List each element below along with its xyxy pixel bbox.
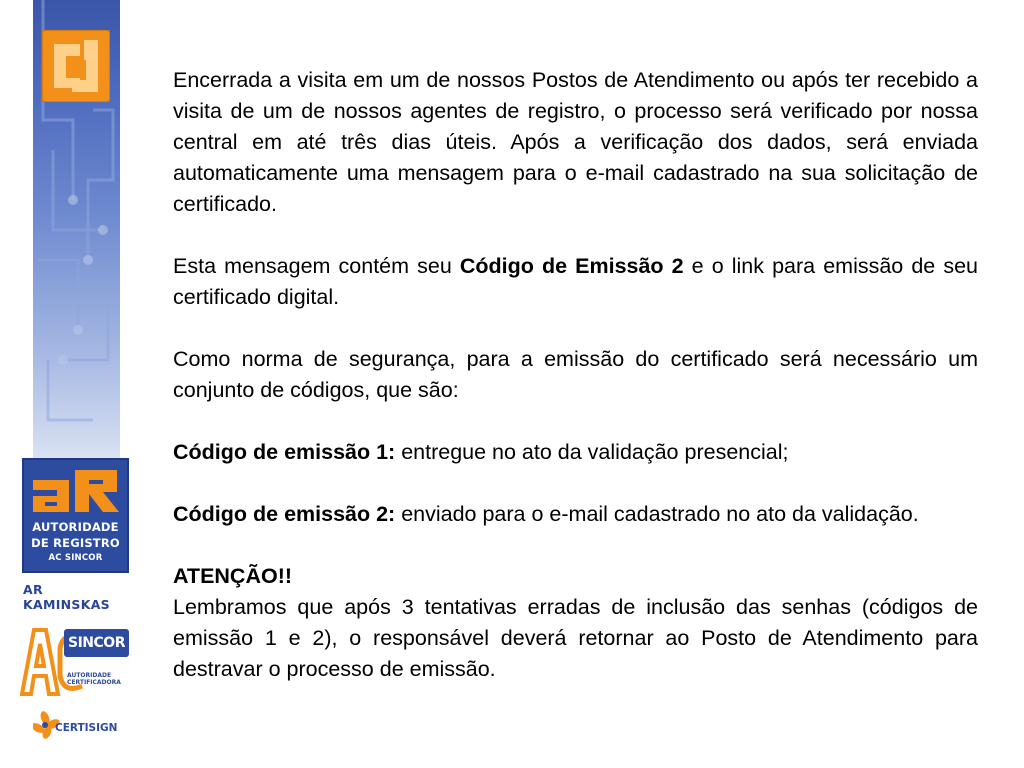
circuit-stripe [33, 0, 120, 470]
attention-label: ATENÇÃO!! [173, 564, 293, 588]
code-2-text: enviado para o e-mail cadastrado no ato da validação. [395, 502, 919, 526]
ar-mark-icon [29, 466, 122, 516]
cd-logo-icon [42, 30, 110, 102]
ar-kaminskas-label: AR KAMINSKAS [23, 582, 110, 612]
ar-line-2: DE REGISTRO [31, 536, 120, 550]
ar-line-3: AC SINCOR [48, 553, 103, 563]
ac-sub-line-2: CERTIFICADORA [67, 679, 121, 686]
code-2-emphasis: Código de Emissão 2 [459, 254, 684, 278]
code-1-item [173, 437, 978, 468]
ac-subtitle [67, 672, 129, 686]
paragraph-warning: Lembramos que após 3 tentativas erradas de inclusão das senhas (códigos de emissão 1 e 2), o responsável deverá retornar ao Posto de Atendimento para destravar o processo de emissão. [173, 595, 978, 681]
certisign-label: CERTISIGN [55, 722, 118, 734]
ac-sub-line-1: AUTORIDADE [67, 672, 112, 679]
paragraph-message [173, 251, 978, 313]
code-2-item [173, 499, 978, 530]
ar-logo [22, 458, 129, 573]
message-text-post: e o link para emissão de seu certificado digital. [173, 254, 978, 309]
ar-line-1: AUTORIDADE [32, 520, 119, 534]
attention-heading [173, 561, 978, 592]
main-text [173, 65, 978, 685]
code-1-label: Código de emissão 1: [173, 440, 396, 464]
message-text-pre: Esta mensagem contém seu [173, 254, 460, 278]
code-2-label: Código de emissão 2: [173, 502, 396, 526]
code-1-text: entregue no ato da validação presencial; [395, 440, 789, 464]
ac-sincor-badge: SINCOR [64, 629, 129, 657]
paragraph-intro: Encerrada a visita em um de nossos Postos de Atendimento ou após ter recebido a visita de um de nossos agentes de registro, o processo será verificado por nossa central em até três dias úteis. Após a verificação dos dados, será enviada automaticamente uma mensagem para o e-mail cadastrado na sua solicitação de certificado. [173, 68, 978, 216]
sidebar [0, 0, 150, 768]
paragraph-security: Como norma de segurança, para a emissão do certificado será necessário um conjunto de códigos, que são: [173, 347, 978, 402]
